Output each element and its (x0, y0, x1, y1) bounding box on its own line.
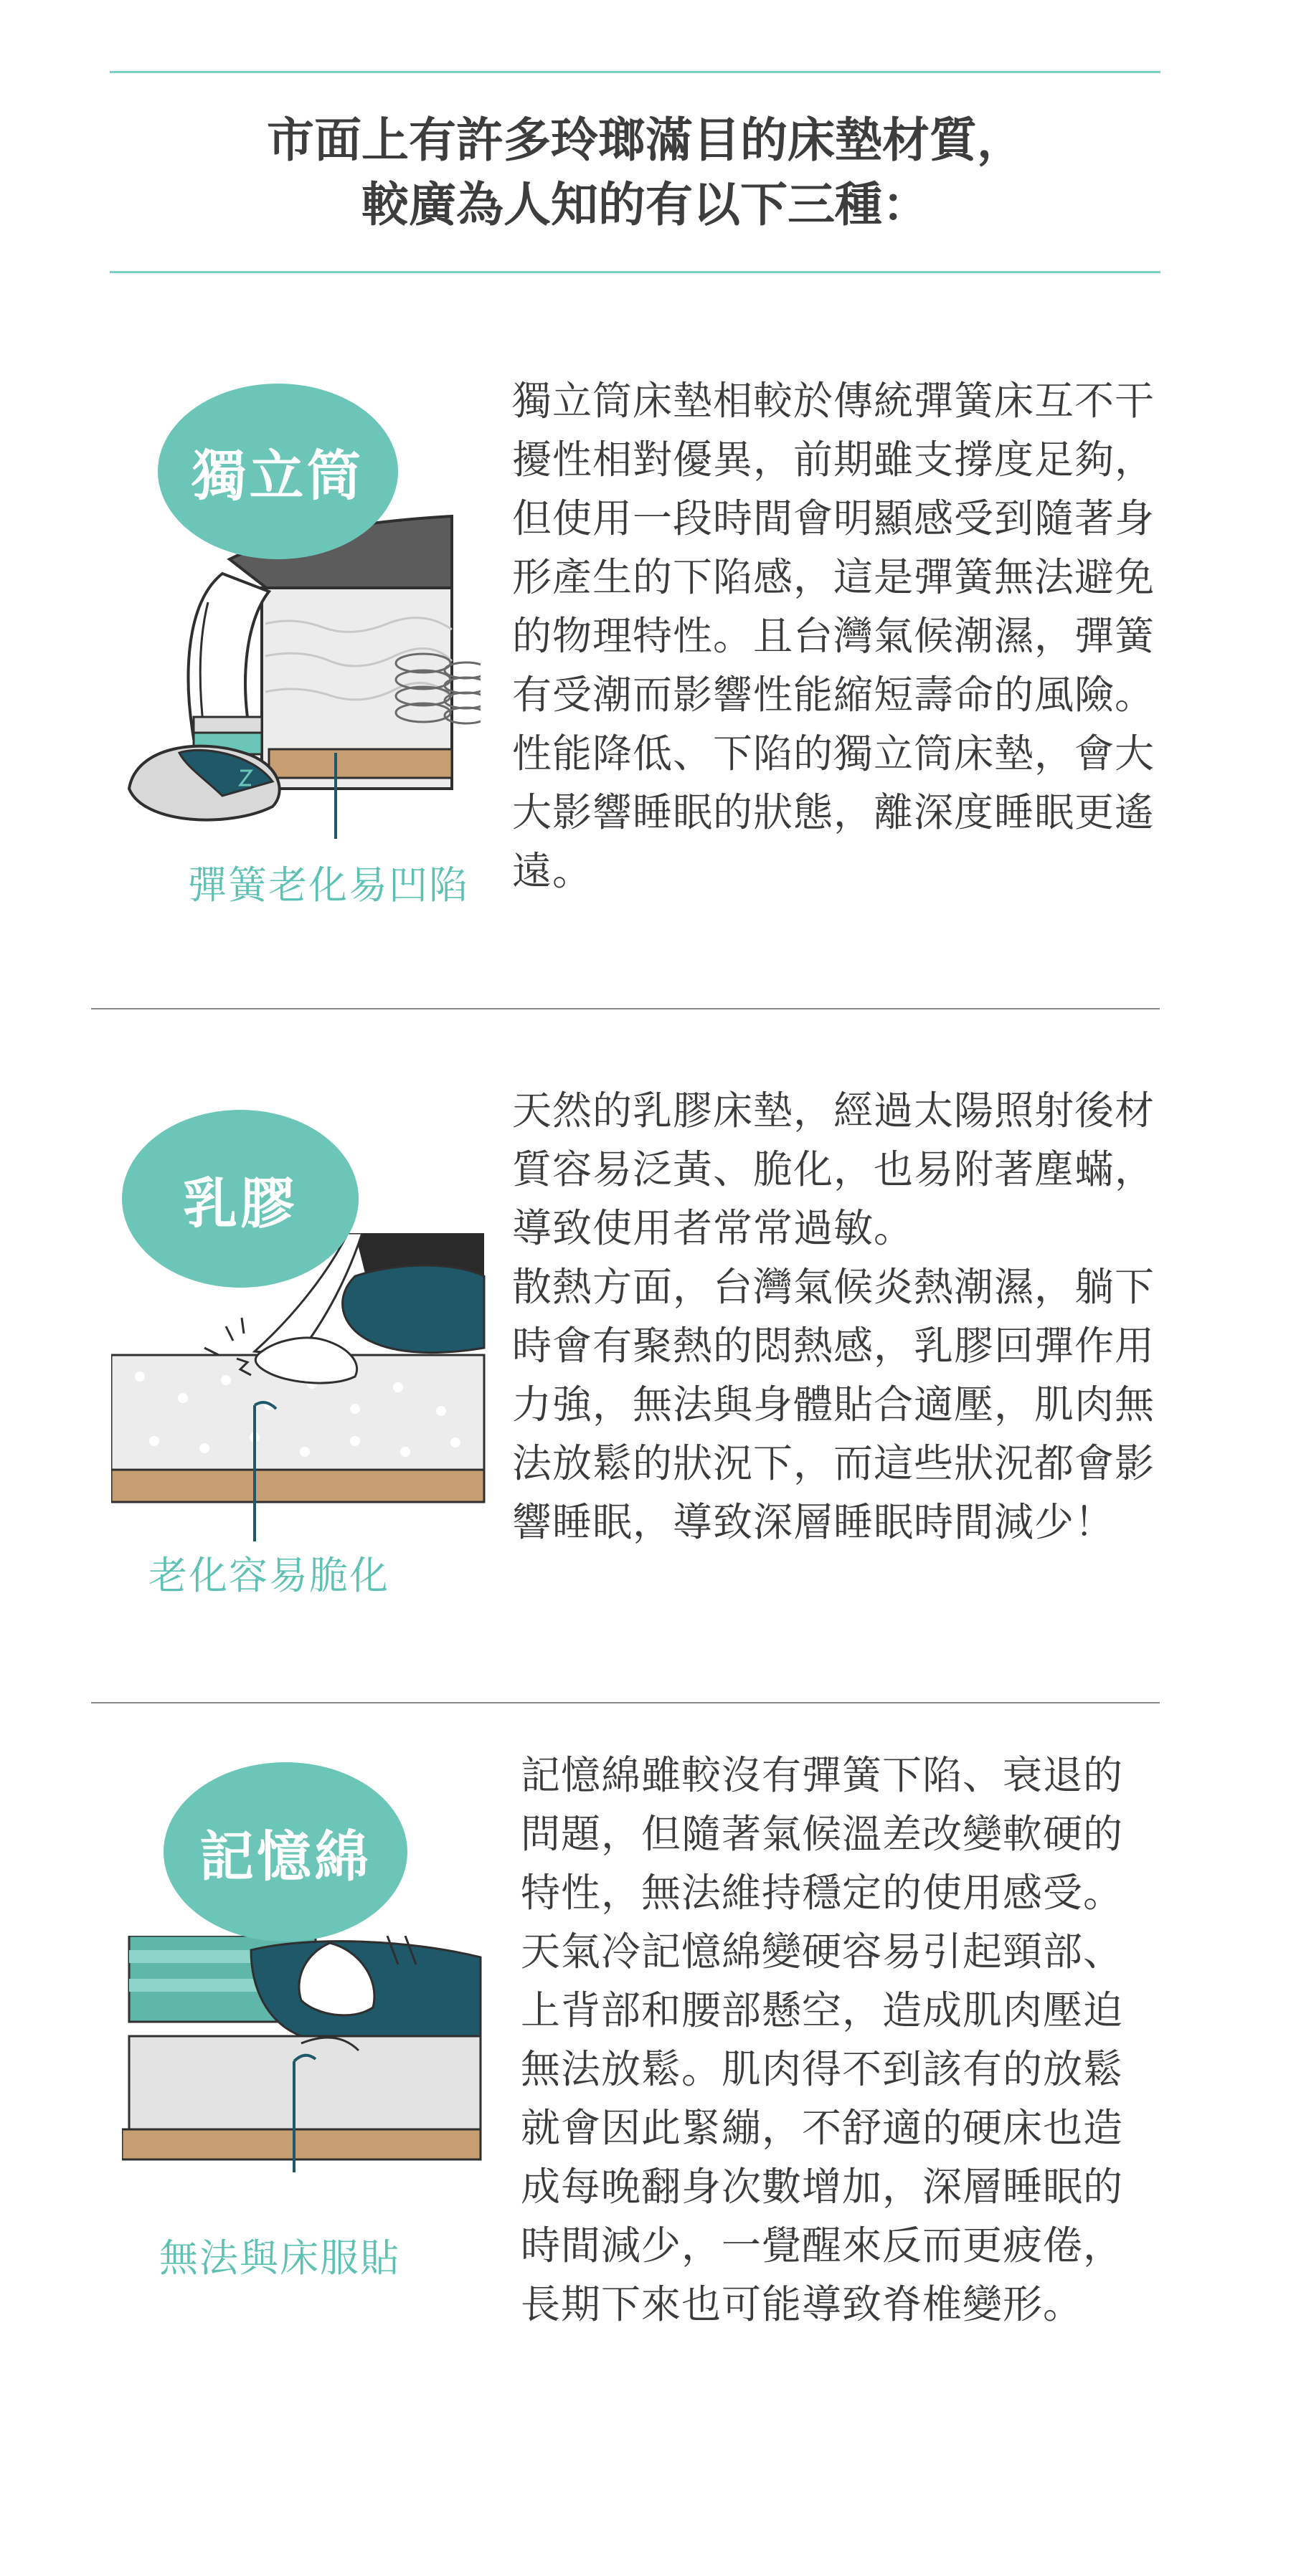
paragraph: 記憶綿雖較沒有彈簧下陷、衰退的問題，但隨著氣候溫差改變軟硬的特性，無法維持穩定的使用感受。 (521, 1752, 1124, 1916)
paragraph: 天氣冷記憶綿變硬容易引起頸部、上背部和腰部懸空，造成肌肉壓迫無法放鬆。肌肉得不到該有的放鬆就會因此緊繃，不舒適的硬床也造成每晚翻身次數增加，深層睡眠的時間減少，一覺醒來反而更疲倦，長期下來也可能導致脊椎變形。 (521, 1929, 1124, 2327)
badge-memory-foam: 記憶綿 (164, 1762, 407, 1941)
section-divider-2 (91, 1702, 1160, 1703)
caption-latex: 老化容易脆化 (148, 1553, 389, 1598)
description-pocket-spring (512, 371, 1172, 900)
page-title-line-1: 市面上有許多玲瑯滿目的床墊材質， (267, 113, 1024, 168)
paragraph: 獨立筒床墊相較於傳統彈簧床互不干擾性相對優異，前期雖支撐度足夠，但使用一段時間會明顯感受到隨著身形產生的下陷感，這是彈簧無法避免的物理特性。且台灣氣候潮濕，彈簧有受潮而影響性能縮短壽命的風險。 (512, 378, 1155, 718)
paragraph: 散熱方面，台灣氣候炎熱潮濕，躺下時會有聚熱的悶熱感，乳膠回彈作用力強，無法與身體貼合適壓，肌肉無法放鬆的狀況下，而這些狀況都會影響睡眠，導致深層睡眠時間減少！ (512, 1264, 1155, 1545)
badge-pocket-spring: 獨立筒 (158, 384, 398, 559)
description-latex (512, 1081, 1172, 1551)
memory-foam-mattress-illustration (122, 1936, 488, 2237)
paragraph: 性能降低、下陷的獨立筒床墊，會大大影響睡眠的狀態，離深度睡眠更遙遠。 (512, 731, 1155, 894)
caption-pocket-spring: 彈簧老化易凹陷 (188, 862, 469, 908)
description-memory-foam (521, 1746, 1152, 2334)
header-bottom-rule (110, 271, 1160, 273)
page-title-line-2: 較廣為人知的有以下三種： (361, 177, 930, 232)
latex-mattress-illustration (111, 1233, 491, 1549)
header-top-rule (110, 71, 1160, 73)
section-divider-1 (91, 1008, 1160, 1009)
caption-memory-foam: 無法與床服貼 (159, 2235, 400, 2281)
badge-latex: 乳膠 (122, 1110, 359, 1288)
paragraph: 天然的乳膠床墊，經過太陽照射後材質容易泛黃、脆化，也易附著塵蟎，導致使用者常常過敏。 (512, 1088, 1155, 1251)
